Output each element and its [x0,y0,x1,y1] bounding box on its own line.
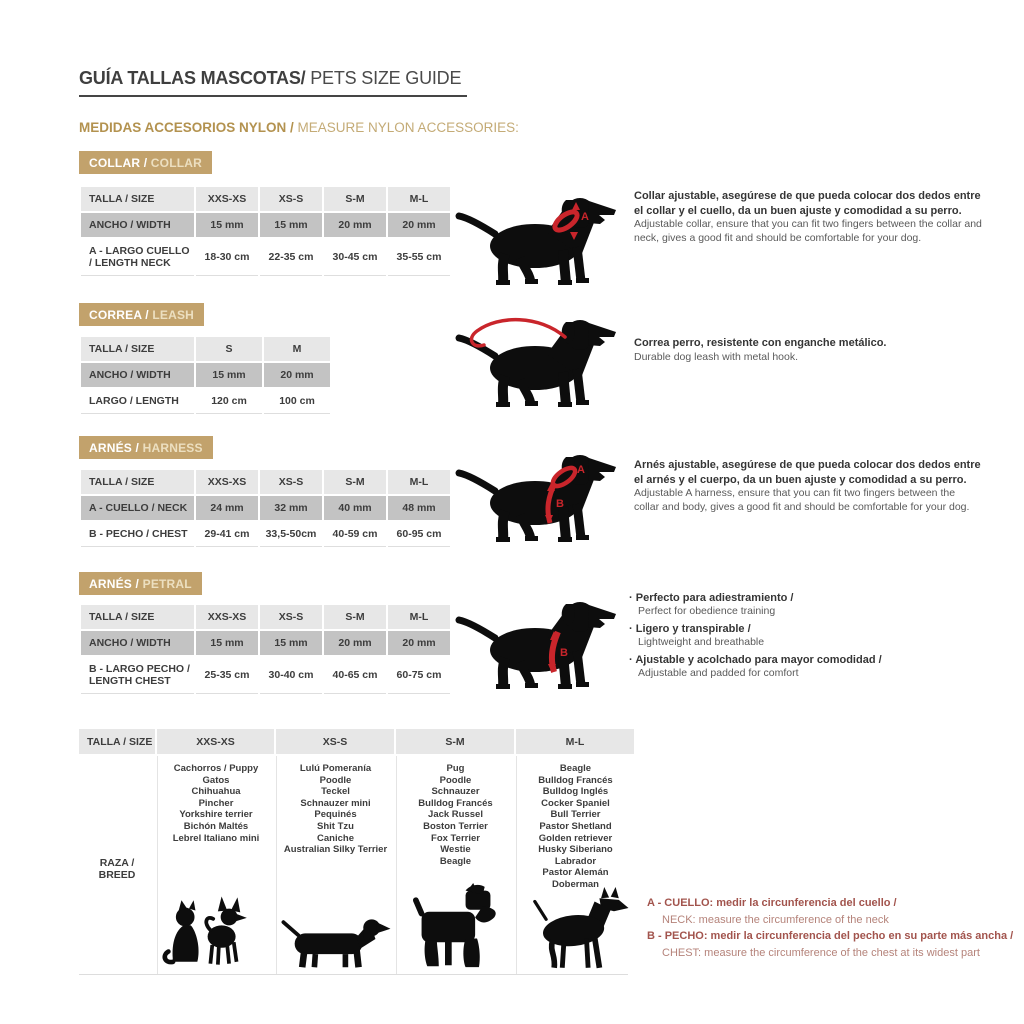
breed-item: Pug [446,763,465,774]
dachshund-silhouette [279,909,393,971]
badge-label-en: PETRAL [139,577,192,591]
size-table-value-cell: 20 mm [388,213,450,237]
badge-label-es: ARNÉS / [89,441,140,455]
size-table-header-cell: XXS-XS [196,605,258,629]
breed-column-xxs-xs [157,756,274,974]
breed-item: Pastor Alemán [542,867,609,879]
size-table-value-cell: 24 mm [196,496,258,520]
size-table-row-label: ANCHO / WIDTH [81,631,194,655]
size-table [79,335,332,416]
size-table-row [81,522,450,547]
doberman-silhouette [517,887,635,971]
collar-description [634,189,982,246]
size-table-row-label: B - PECHO / CHEST [81,522,194,547]
breed-item: Australian Silky Terrier [283,844,388,856]
cat-and-chihuahua-silhouette [160,891,272,971]
size-table-row-label: LARGO / LENGTH [81,389,194,414]
breed-list [397,763,514,867]
size-table [79,603,452,696]
dog-harness-illustration [452,447,624,547]
size-table-header-cell: TALLA / SIZE [81,470,194,494]
breed-item: Cachorros / Puppy [173,763,259,774]
size-table-header-cell: M-L [388,470,450,494]
size-table-header-cell: S [196,337,262,361]
feature-item [629,653,981,681]
leash-description [634,336,982,365]
measure-point-a-label: A [581,211,589,223]
breed-size-table [79,729,628,975]
badge-label-es: CORREA / [89,308,149,322]
size-table-header-cell: S-M [324,470,386,494]
feature-item [629,622,981,650]
collar-desc-es: Collar ajustable, asegúrese de que pueda colocar dos dedos entre el collar y el cuello, da un buen ajuste y comodidad a su perro. [634,190,981,217]
size-table-value-cell: 30-40 cm [260,657,322,694]
size-table-row [81,496,450,520]
size-table-row [81,657,450,694]
breed-table-body [79,756,628,975]
size-table-header-cell: M-L [388,187,450,211]
dog-silhouette [459,198,616,285]
size-table-value-cell: 18-30 cm [196,239,258,276]
dog-silhouette [459,455,616,542]
size-table-value-cell: 32 mm [260,496,322,520]
leash-line [471,320,565,346]
breed-item: Bull Terrier [550,809,601,821]
size-table-value-cell: 48 mm [388,496,450,520]
feature-es: · Perfecto para adiestramiento / [629,591,981,605]
size-table-value-cell: 25-35 cm [196,657,258,694]
breed-header-cell: XXS-XS [157,729,274,754]
breed-item: Bichón Maltés [183,820,249,832]
page-title-en: PETS SIZE GUIDE [305,68,462,88]
size-table-header-cell: S-M [324,187,386,211]
size-table-row-label: A - LARGO CUELLO / LENGTH NECK [81,239,194,276]
harness-desc-es: Arnés ajustable, asegúrese de que pueda colocar dos dedos entre el arnés y el cuerpo, da un buen ajuste y comodidad a su perro. [634,459,981,486]
size-table-value-cell: 20 mm [324,213,386,237]
petral-features-list [629,591,981,684]
breed-header-cell: TALLA / SIZE [79,729,155,754]
breed-row-label-text: RAZA / BREED [98,856,136,881]
size-table-header-cell: XS-S [260,470,322,494]
breed-item: Poodle [319,774,352,786]
breed-item: Poodle [439,774,472,786]
page-title [79,68,467,97]
breed-item: Yorkshire terrier [179,809,253,821]
size-table-value-cell: 35-55 cm [388,239,450,276]
size-table-header-cell: XXS-XS [196,470,258,494]
breed-item: Bulldog Inglés [542,786,609,798]
note-item [647,928,1019,961]
breed-item: Gatos [202,774,230,786]
size-table-value-cell: 29-41 cm [196,522,258,547]
size-table-value-cell: 20 mm [388,631,450,655]
measuring-notes [647,895,1019,961]
size-table-header-cell: TALLA / SIZE [81,187,194,211]
size-table-row-label: ANCHO / WIDTH [81,213,194,237]
page-subtitle-en: MEASURE NYLON ACCESSORIES: [293,120,519,135]
note-en: NECK: measure the circumference of the neck [662,913,889,926]
breed-item: Pastor Shetland [539,820,612,832]
breed-table-header [79,729,628,754]
breed-header-cell: XS-S [276,729,394,754]
feature-es: · Ajustable y acolchado para mayor comodidad / [629,653,981,667]
section-badge-leash [79,303,204,326]
breed-item: Pequinés [314,809,357,821]
size-table [79,185,452,278]
breed-header-cell: M-L [516,729,634,754]
size-table-row [81,213,450,237]
breed-item: Chihuahua [191,786,241,798]
size-table-value-cell: 20 mm [324,631,386,655]
breed-item: Jack Russel [428,809,483,821]
size-table-value-cell: 20 mm [264,363,330,387]
dog-silhouette [459,320,616,407]
feature-en: Adjustable and padded for comfort [638,667,799,680]
size-table-value-cell: 40-65 cm [324,657,386,694]
size-table-header-cell: M-L [388,605,450,629]
size-table-row [81,239,450,276]
breed-list [277,763,394,856]
breed-item: Westie [440,844,471,856]
page-subtitle [79,120,519,135]
size-table-value-cell: 15 mm [196,631,258,655]
collar-size-table [79,185,452,278]
breed-header-cell: S-M [396,729,514,754]
harness-desc-en: Adjustable A harness, ensure that you can fit two fingers between the collar and body, gives a good fit and should be comfortable for your dog. [634,487,970,514]
size-table-header-row [81,187,450,211]
size-table-row-label: B - LARGO PECHO / LENGTH CHEST [81,657,194,694]
size-table-header-cell: XXS-XS [196,187,258,211]
breed-item: Husky Siberiano [538,844,613,856]
size-table-header-cell: XS-S [260,605,322,629]
leash-desc-es: Correa perro, resistente con enganche metálico. [634,337,887,349]
feature-item [629,591,981,619]
size-table-value-cell: 40 mm [324,496,386,520]
size-table-row [81,631,450,655]
size-table-value-cell: 120 cm [196,389,262,414]
leash-size-table [79,335,332,416]
size-table-header-cell: M [264,337,330,361]
dog-silhouette [459,602,616,689]
size-table [79,468,452,549]
breed-item: Teckel [321,786,350,798]
size-table-row [81,389,330,414]
note-es: B - PECHO: medir la circunferencia del pecho en su parte más ancha / [647,930,1014,942]
size-table-value-cell: 15 mm [260,213,322,237]
breed-item: Schnauzer mini [300,797,371,809]
breed-item: Golden retriever [538,832,613,844]
measure-point-b-label: B [556,498,564,510]
breed-item: Lulú Pomeranía [299,763,372,774]
breed-item: Bulldog Francés [538,774,613,786]
feature-es: · Ligero y transpirable / [629,622,981,636]
badge-label-en: LEASH [148,308,195,322]
collar-desc-en: Adjustable collar, ensure that you can fit two fingers between the collar and neck, gives a good fit and should be comfortable for your dog. [634,218,982,245]
size-table-value-cell: 60-95 cm [388,522,450,547]
breed-column-m-l [516,756,634,974]
badge-label-es: ARNÉS / [89,577,140,591]
size-table-value-cell: 22-35 cm [260,239,322,276]
dog-leash-illustration [452,312,624,412]
size-table-value-cell: 33,5-50cm [260,522,322,547]
breed-list [517,763,634,891]
badge-label-en: COLLAR [147,156,202,170]
note-es: A - CUELLO: medir la circunferencia del cuello / [647,897,897,909]
page-subtitle-es: MEDIDAS ACCESORIOS NYLON / [79,120,294,135]
size-table-value-cell: 40-59 cm [324,522,386,547]
badge-label-es: COLLAR / [89,156,148,170]
size-table-header-row [81,337,330,361]
size-table-value-cell: 60-75 cm [388,657,450,694]
breed-item: Caniche [317,832,354,844]
size-table-value-cell: 15 mm [196,363,262,387]
size-table-row-label: A - CUELLO / NECK [81,496,194,520]
schnauzer-silhouette [410,883,502,971]
feature-en: Lightweight and breathable [638,636,765,649]
breed-item: Lebrel Italiano mini [172,832,260,844]
size-table-row [81,363,330,387]
breed-item: Labrador [554,855,597,867]
breed-item: Beagle [559,763,592,774]
leash-desc-en: Durable dog leash with metal hook. [634,350,799,363]
note-item [647,895,1019,928]
size-table-header-cell: TALLA / SIZE [81,605,194,629]
dog-petral-illustration [452,594,624,694]
breed-column-s-m [396,756,514,974]
breed-item: Pincher [198,797,234,809]
breed-row-label [79,756,155,974]
note-en: CHEST: measure the circumference of the chest at its widest part [662,946,980,959]
breed-item: Schnauzer [431,786,480,798]
size-table-header-cell: S-M [324,605,386,629]
size-table-header-row [81,605,450,629]
breed-item: Boston Terrier [423,820,488,832]
petral-size-table [79,603,452,696]
section-badge-harness [79,436,213,459]
feature-en: Perfect for obedience training [638,605,776,618]
harness-description [634,458,982,515]
harness-size-table [79,468,452,549]
breed-column-xs-s [276,756,394,974]
size-table-header-row [81,470,450,494]
breed-item: Doberman [552,878,599,890]
size-table-value-cell: 100 cm [264,389,330,414]
section-badge-petral [79,572,202,595]
measure-point-b-label: B [560,647,568,659]
size-table-value-cell: 30-45 cm [324,239,386,276]
breed-list [158,763,274,844]
page-title-es: GUÍA TALLAS MASCOTAS/ [79,68,306,88]
size-table-value-cell: 15 mm [260,631,322,655]
badge-label-en: HARNESS [139,441,203,455]
dog-collar-illustration [452,190,624,290]
size-table-value-cell: 15 mm [196,213,258,237]
breed-item: Bulldog Francés [418,797,493,809]
measure-point-a-label: A [577,464,585,476]
breed-item: Fox Terrier [431,832,480,844]
section-badge-collar [79,151,212,174]
size-table-header-cell: XS-S [260,187,322,211]
breed-item: Beagle [439,855,472,867]
breed-item: Cocker Spaniel [541,797,610,809]
size-table-header-cell: TALLA / SIZE [81,337,194,361]
breed-item: Shit Tzu [317,820,354,832]
size-table-row-label: ANCHO / WIDTH [81,363,194,387]
